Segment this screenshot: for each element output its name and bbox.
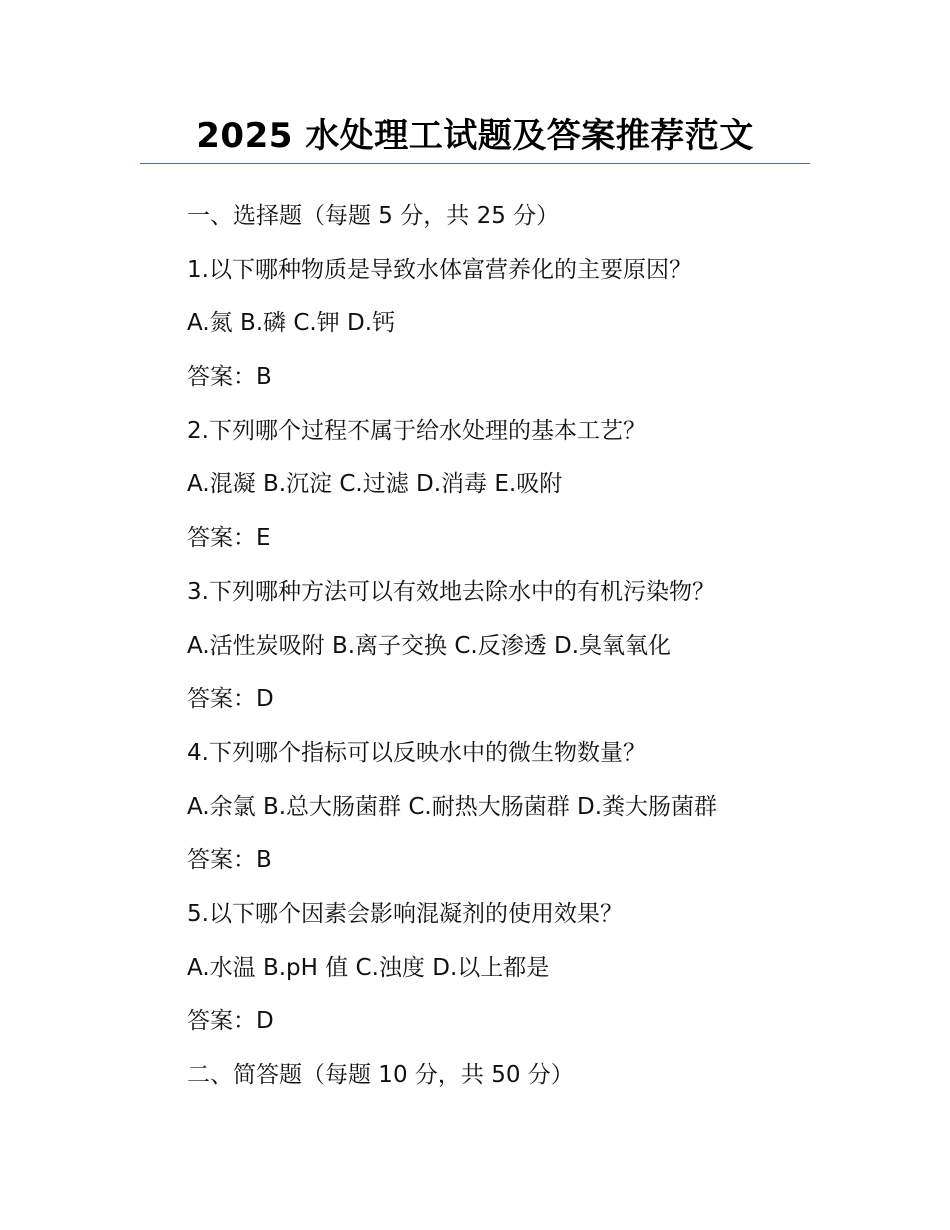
question-5: 5.以下哪个因素会影响混凝剂的使用效果？ [187,900,623,927]
document-body [187,190,807,1103]
title-underline [140,163,810,164]
options-1: A.氮 B.磷 C.钾 D.钙 [187,310,396,337]
question-1: 1.以下哪种物质是导致水体富营养化的主要原因？ [187,256,692,283]
document-title: 2025 水处理工试题及答案推荐范文 [196,116,754,156]
answer-4: 答案：B [187,847,272,874]
options-5: A.水温 B.pH 值 C.浊度 D.以上都是 [187,954,550,981]
question-3: 3.下列哪种方法可以有效地去除水中的有机污染物？ [187,578,715,605]
question-2: 2.下列哪个过程不属于给水处理的基本工艺？ [187,417,646,444]
section-heading-choice: 一、选择题（每题 5 分，共 25 分） [187,203,560,229]
answer-3: 答案：D [187,686,274,713]
options-2: A.混凝 B.沉淀 C.过滤 D.消毒 E.吸附 [187,471,563,498]
answer-2: 答案：E [187,525,271,552]
options-4: A.余氯 B.总大肠菌群 C.耐热大肠菌群 D.粪大肠菌群 [187,793,718,820]
answer-1: 答案：B [187,364,272,391]
options-3: A.活性炭吸附 B.离子交换 C.反渗透 D.臭氧氧化 [187,632,672,659]
section-heading-short-answer: 二、简答题（每题 10 分，共 50 分） [187,1062,574,1088]
answer-5: 答案：D [187,1008,274,1035]
question-4: 4.下列哪个指标可以反映水中的微生物数量？ [187,739,646,766]
